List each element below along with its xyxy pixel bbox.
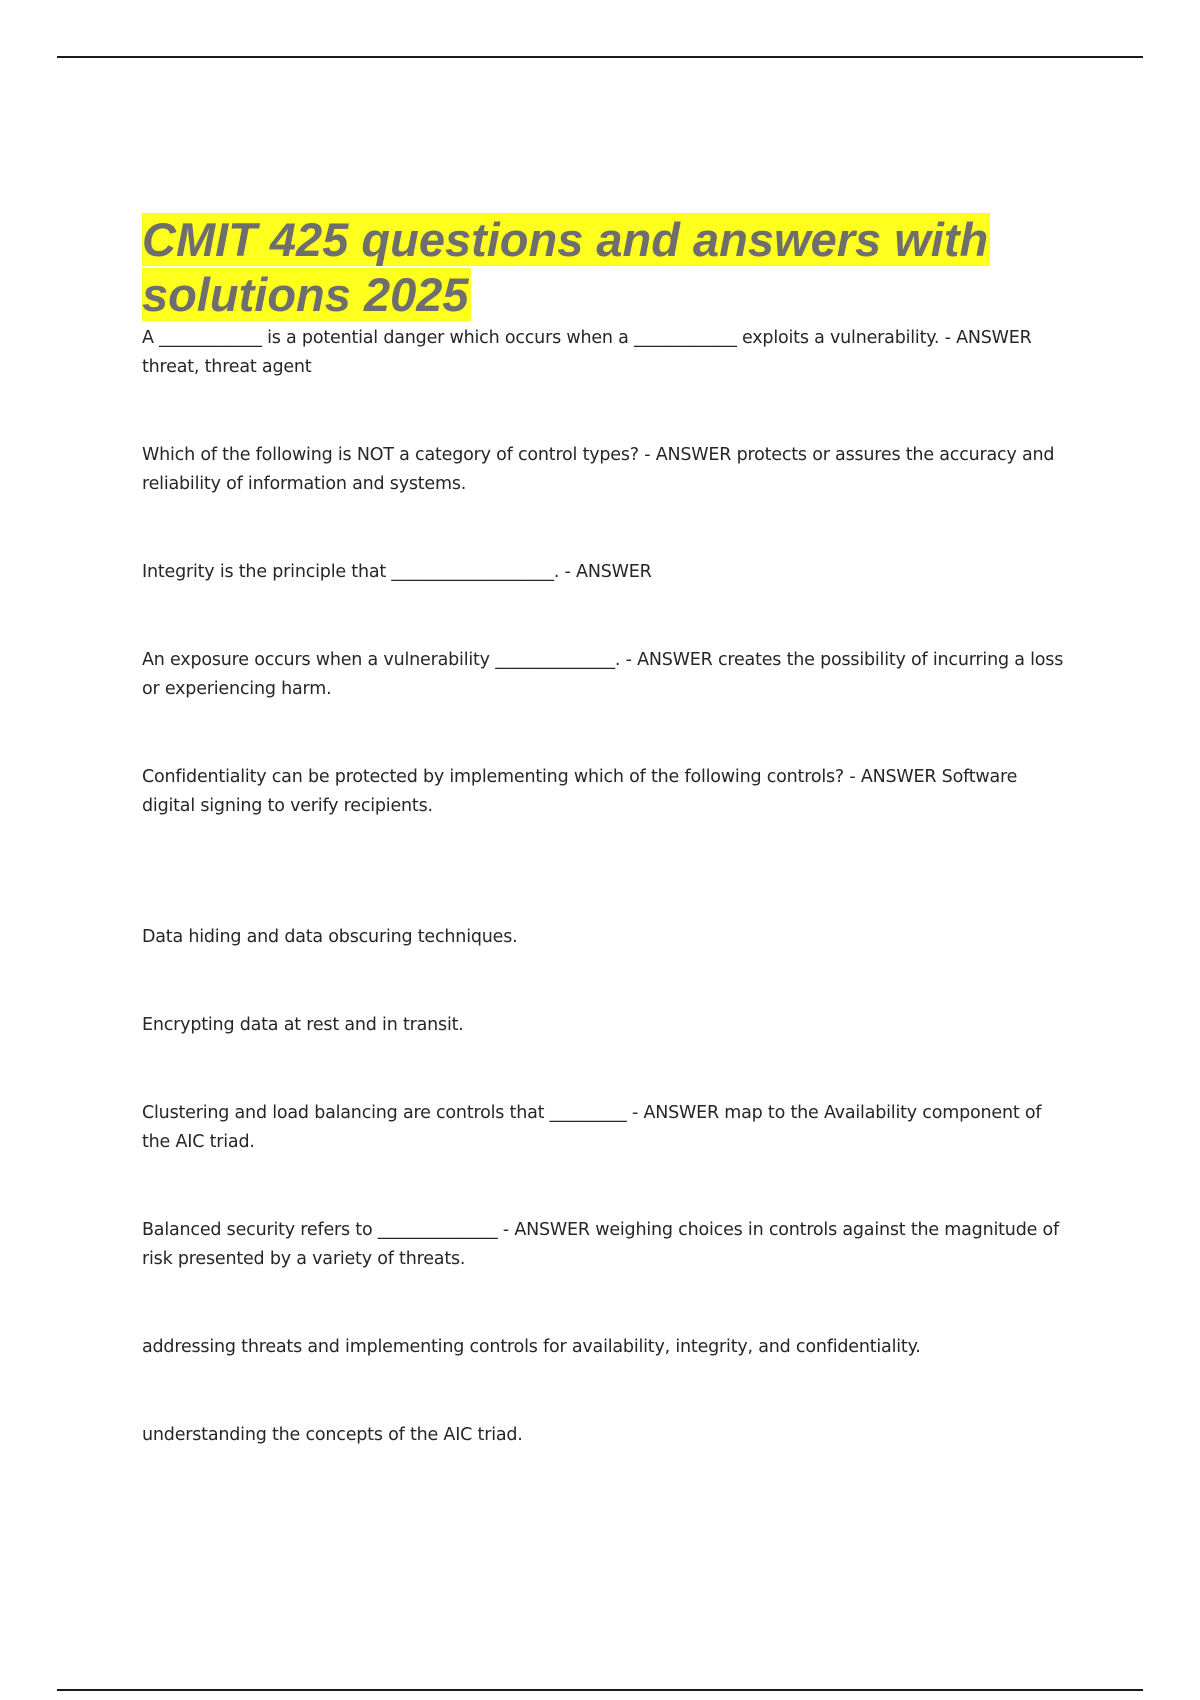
document-title-text: CMIT 425 questions and answers with solutions 2025 [142,213,989,321]
qa-paragraph-4: An exposure occurs when a vulnerability ______________. - ANSWER creates the possibility of incurring a loss or experiencing harm. [142,650,1064,699]
qa-paragraph-1: A ____________ is a potential danger which occurs when a ____________ exploits a vulnerability. - ANSWER threat, threat agent [142,328,1032,377]
top-rule [57,56,1143,58]
qa-paragraph-11: understanding the concepts of the AIC triad. [142,1425,523,1445]
document-title [142,212,1092,322]
qa-paragraph-10: addressing threats and implementing controls for availability, integrity, and confidentiality. [142,1337,921,1357]
qa-paragraph-8: Clustering and load balancing are controls that _________ - ANSWER map to the Availability component of the AIC triad. [142,1103,1042,1152]
qa-paragraph-9: Balanced security refers to ______________ - ANSWER weighing choices in controls against the magnitude of risk presented by a variety of threats. [142,1220,1060,1269]
qa-paragraph-2: Which of the following is NOT a category of control types? - ANSWER protects or assures the accuracy and reliability of information and systems. [142,445,1055,494]
document-body [142,212,1092,1445]
qa-paragraph-5: Confidentiality can be protected by implementing which of the following controls? - ANSWER Software digital signing to verify recipients. [142,767,1018,816]
qa-paragraph-6: Data hiding and data obscuring techniques. [142,927,518,947]
qa-paragraph-3: Integrity is the principle that ___________________. - ANSWER [142,562,652,582]
qa-paragraph-7: Encrypting data at rest and in transit. [142,1015,464,1035]
bottom-rule [57,1689,1143,1691]
